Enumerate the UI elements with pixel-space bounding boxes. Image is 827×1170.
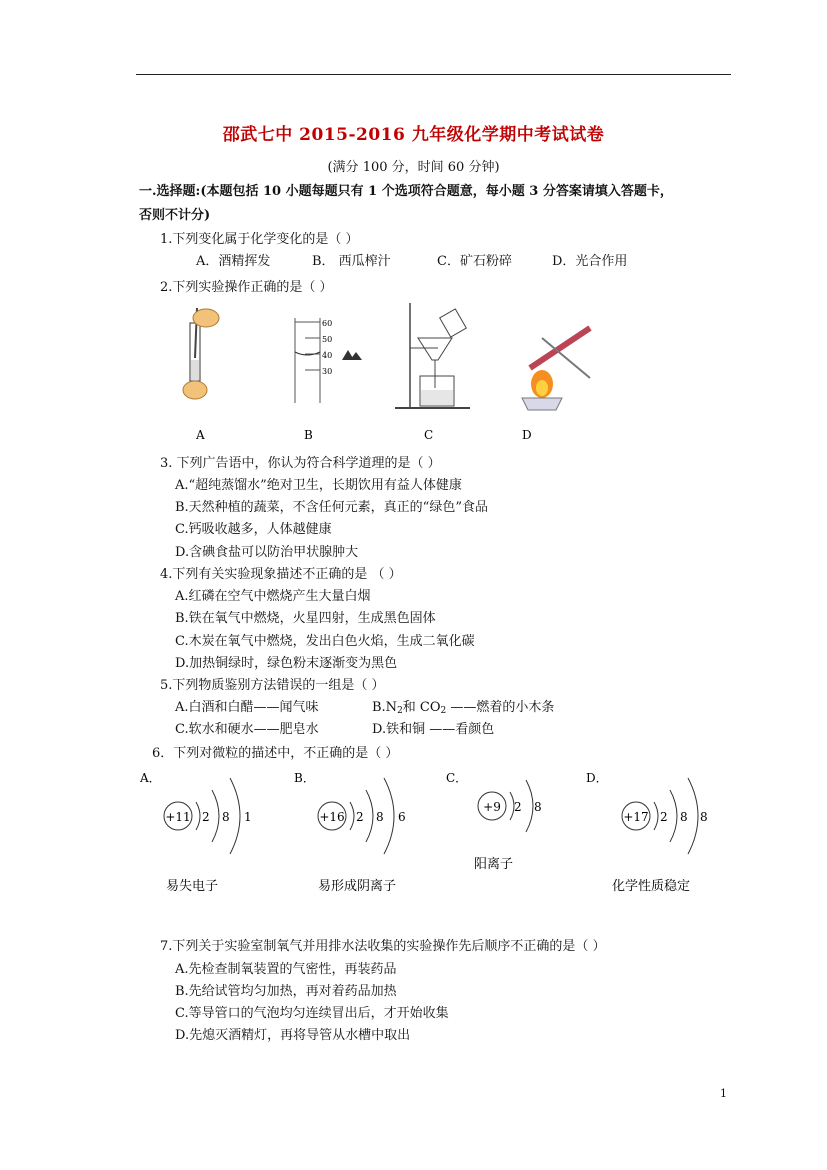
atom-c-shell-1: 2 [514,800,522,814]
figure-label-c: C [424,428,434,442]
figure-a-dropper [183,308,219,399]
figure-b-cylinder [295,318,362,403]
atom-diagram-d [586,771,708,894]
scale-tick-40: 40 [322,351,333,360]
section-heading-line2: 否则不计分) [139,208,211,223]
exam-title: 邵武七中 2015-2016 九年级化学期中考试试卷 [222,125,605,145]
atom-a-caption: 易失电子 [166,879,219,894]
figure-label-a: A [196,428,205,442]
atom-d-nucleus: +17 [623,810,649,824]
atom-b-shell-2: 8 [376,810,384,824]
figure-label-d: D [522,428,532,442]
atom-d-shell-1: 2 [660,810,668,824]
atom-b-nucleus: +16 [319,810,345,824]
question-4-stem: 4.下列有关实验现象描述不正确的是 （ ） [160,567,402,582]
question-1-option-c: C．矿石粉碎 [437,254,512,269]
question-2-stem: 2.下列实验操作正确的是（ ） [160,280,333,295]
figure-label-b: B [304,428,313,442]
atom-c-shell-2: 8 [534,800,542,814]
question-7-option-d: D.先熄灭酒精灯，再将导管从水槽中取出 [175,1028,411,1043]
scale-tick-50: 50 [322,335,333,344]
atom-c-nucleus: +9 [483,800,501,814]
question-4-option-a: A.红磷在空气中燃烧产生大量白烟 [175,589,371,604]
atom-b-shell-3: 6 [398,810,406,824]
question-7-option-b: B.先给试管均匀加热，再对着药品加热 [175,984,397,999]
exam-subtitle: (满分 100 分，时间 60 分钟) [327,160,500,175]
question-3-option-b: B.天然种植的蔬菜，不含任何元素，真正的“绿色”食品 [175,500,488,515]
atom-a-shell-2: 8 [222,810,230,824]
atom-a-shell-3: 1 [244,810,252,824]
question-5-option-c: C.软水和硬水——肥皂水 [175,722,319,737]
atom-diagram-b [294,771,406,894]
question-5-stem: 5.下列物质鉴别方法错误的一组是（ ） [160,678,385,693]
atom-c-letter: C． [446,771,468,785]
question-7-option-c: C.等导管口的气泡均匀连续冒出后，才开始收集 [175,1006,449,1021]
question-3-option-c: C.钙吸收越多，人体越健康 [175,522,332,537]
question-3-stem: 3. 下列广告语中，你认为符合科学道理的是（ ） [160,456,441,471]
atom-d-shell-3: 8 [700,810,708,824]
question-1-option-a: A．酒精挥发 [196,254,271,269]
question-7-stem: 7.下列关于实验室制氧气并用排水法收集的实验操作先后顺序不正确的是（ ） [160,939,606,954]
atom-b-shell-1: 2 [356,810,364,824]
question-5-option-d: D.铁和铜 ——看颜色 [372,722,495,737]
question-4-option-b: B.铁在氧气中燃烧，火星四射，生成黑色固体 [175,611,436,626]
atom-diagram-c [446,771,542,872]
question-6-stem: 6．下列对微粒的描述中，不正确的是（ ） [152,746,399,761]
eye-icon [342,350,362,360]
question-4-option-c: C.木炭在氧气中燃烧，发出白色火焰，生成二氧化碳 [175,634,475,649]
atom-a-letter: A． [140,771,161,785]
question-5-option-a: A.白酒和白醋——闻气味 [175,700,319,715]
figure-d-heating [522,328,590,410]
atom-d-caption: 化学性质稳定 [612,879,691,894]
question-1-stem: 1.下列变化属于化学变化的是（ ） [160,232,359,247]
question-5-option-b: B.N2和 CO2 ——燃着的小木条 [372,700,555,716]
header-rule [136,74,731,75]
atom-a-shell-1: 2 [202,810,210,824]
section-heading-line1: 一.选择题:(本题包括 10 小题每题只有 1 个选项符合题意，每小题 3 分答案请填入答题卡， [139,184,673,199]
atom-b-letter: B． [294,771,315,785]
scale-tick-60: 60 [322,319,333,328]
question-7-option-a: A.先检查制氧装置的气密性，再装药品 [175,962,397,977]
atom-c-caption: 阳离子 [474,857,514,872]
atom-structure-diagrams [136,764,736,899]
figure-c-filtration [395,303,470,408]
atom-b-caption: 易形成阴离子 [318,879,397,894]
question-4-option-d: D.加热铜绿时，绿色粉末逐渐变为黑色 [175,656,398,671]
lab-operation-figures [170,298,610,448]
atom-d-letter: D． [586,771,608,785]
atom-diagram-a [139,771,252,894]
question-3-option-a: A.“超纯蒸馏水”绝对卫生，长期饮用有益人体健康 [175,478,462,493]
question-3-option-d: D.含碘食盐可以防治甲状腺肿大 [175,545,359,560]
page-number: 1 [720,1087,727,1100]
question-1-option-b: B． 西瓜榨汁 [312,254,391,269]
atom-d-shell-2: 8 [680,810,688,824]
scale-tick-30: 30 [322,367,333,376]
atom-a-nucleus: +11 [165,810,191,824]
question-1-option-d: D．光合作用 [552,254,628,269]
